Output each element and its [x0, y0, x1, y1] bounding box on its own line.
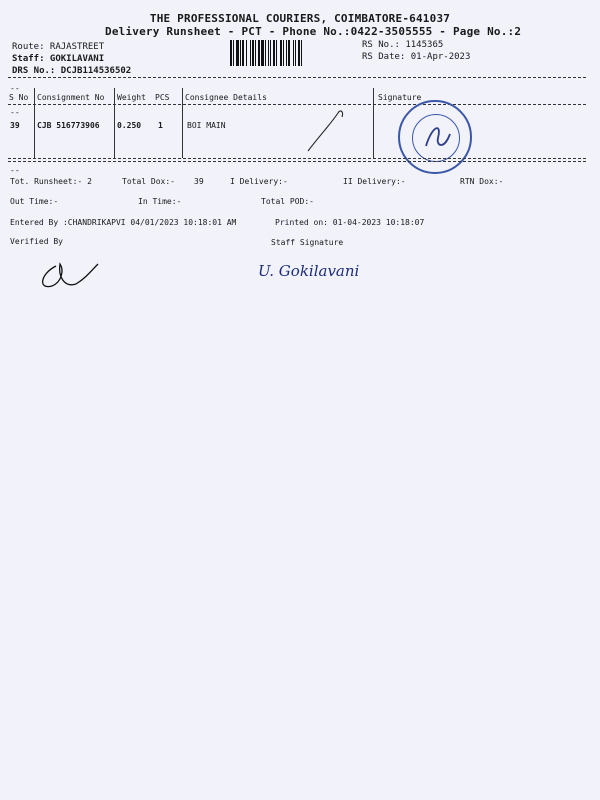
tot-runsheet: Tot. Runsheet:- 2 [10, 177, 92, 186]
rs-date: RS Date: 01-Apr-2023 [362, 52, 471, 62]
header-pcs: PCS [155, 93, 170, 102]
header-consignee: Consignee Details [185, 93, 267, 102]
rtn-dox-label: RTN Dox:- [460, 177, 504, 186]
total-dox-label: Total Dox:- [122, 177, 175, 186]
table-bottom-divider-2 [8, 161, 586, 162]
col-divider [34, 88, 35, 158]
table-bottom-divider [8, 158, 586, 159]
header-consignment: Consignment No [37, 93, 105, 102]
ii-delivery-label: II Delivery:- [343, 177, 406, 186]
runsheet-company-title: THE PROFESSIONAL COURIERS, COIMBATORE-641037 [149, 12, 451, 25]
verifier-signature [34, 256, 104, 296]
header-divider [8, 104, 586, 105]
barcode [230, 40, 356, 66]
row-marker: -- [10, 166, 20, 175]
runsheet-subtitle: Delivery Runsheet - PCT - Phone No.:0422-3505555 - Page No.:2 [105, 25, 522, 38]
out-time-label: Out Time:- [10, 197, 59, 206]
row-sno: 39 [10, 121, 20, 130]
i-delivery-label: I Delivery:- [230, 177, 288, 186]
header-sno: S No [9, 93, 29, 102]
row-pcs: 1 [158, 121, 163, 130]
stamp-signature [420, 116, 456, 156]
company-stamp [398, 100, 472, 174]
printed-on: Printed on: 01-04-2023 10:18:07 [275, 218, 425, 227]
row-consignment: CJB 516773906 [37, 121, 100, 130]
rs-number: RS No.: 1145365 [362, 40, 444, 50]
receiver-signature [300, 105, 360, 157]
top-divider [8, 77, 586, 78]
total-dox-value: 39 [194, 177, 204, 186]
barcode-bar [302, 40, 304, 66]
col-divider [182, 88, 183, 158]
drs-number: DRS No.: DCJB114536502 [12, 66, 132, 76]
header-signature: Signature [378, 93, 422, 102]
row-consignee: BOI MAIN [187, 121, 226, 130]
route-label: Route: RAJASTREET [12, 42, 105, 52]
staff-handwritten-signature: U. Gokilavani [258, 262, 360, 280]
in-time-label: In Time:- [138, 197, 182, 206]
entered-by: Entered By :CHANDRIKAPVI 04/01/2023 10:18:01 AM [10, 218, 237, 227]
header-weight: Weight [117, 93, 146, 102]
verified-by-label: Verified By [10, 237, 63, 246]
total-pod-label: Total POD:- [261, 197, 314, 206]
row-marker: -- [10, 84, 20, 93]
staff-label: Staff: GOKILAVANI [12, 54, 105, 64]
col-divider [114, 88, 115, 158]
staff-signature-label: Staff Signature [271, 238, 344, 247]
row-weight: 0.250 [117, 121, 142, 130]
row-marker: -- [10, 108, 20, 117]
col-divider [373, 88, 374, 158]
